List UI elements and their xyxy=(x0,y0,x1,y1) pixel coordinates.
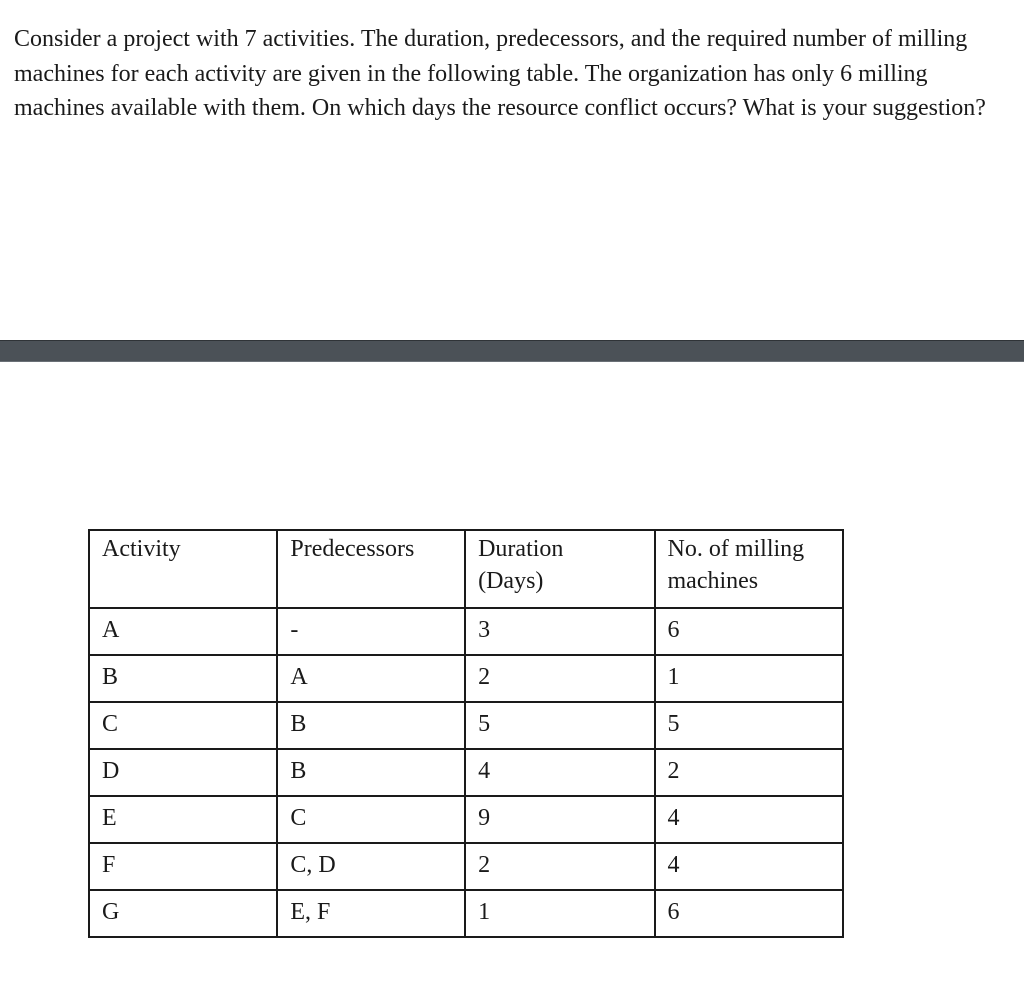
cell-machines: 4 xyxy=(655,843,843,890)
header-machines-line2: machines xyxy=(667,568,759,594)
cell-predecessors: E, F xyxy=(277,890,465,937)
header-machines xyxy=(655,530,843,608)
cell-duration: 3 xyxy=(465,608,654,655)
cell-activity: E xyxy=(89,796,277,843)
activity-table xyxy=(88,529,844,938)
question-text: Consider a project with 7 activities. The duration, predecessors, and the required number of milling machines for each activity are given in the following table. The organization has only 6 milling machines available with them. On which days the resource conflict occurs? What is your suggestion? xyxy=(14,26,986,121)
cell-machines: 2 xyxy=(655,749,843,796)
cell-machines: 6 xyxy=(655,890,843,937)
cell-activity: B xyxy=(89,655,277,702)
cell-predecessors: A xyxy=(277,655,465,702)
cell-predecessors: B xyxy=(277,749,465,796)
cell-duration: 1 xyxy=(465,890,654,937)
header-predecessors: Predecessors xyxy=(277,530,465,608)
divider-bar xyxy=(0,340,1024,362)
table-row xyxy=(89,796,843,843)
cell-activity: G xyxy=(89,890,277,937)
cell-machines: 4 xyxy=(655,796,843,843)
table-row xyxy=(89,843,843,890)
table-header-row xyxy=(89,530,843,608)
cell-activity: F xyxy=(89,843,277,890)
table-row xyxy=(89,608,843,655)
cell-predecessors: B xyxy=(277,702,465,749)
cell-duration: 2 xyxy=(465,655,654,702)
cell-duration: 2 xyxy=(465,843,654,890)
cell-predecessors: - xyxy=(277,608,465,655)
cell-predecessors: C xyxy=(277,796,465,843)
cell-activity: A xyxy=(89,608,277,655)
header-duration-line2: (Days) xyxy=(478,568,544,594)
cell-duration: 9 xyxy=(465,796,654,843)
cell-machines: 1 xyxy=(655,655,843,702)
header-duration xyxy=(465,530,654,608)
header-machines-line1: No. of milling xyxy=(667,536,805,562)
cell-duration: 4 xyxy=(465,749,654,796)
table-row xyxy=(89,702,843,749)
cell-machines: 5 xyxy=(655,702,843,749)
cell-predecessors: C, D xyxy=(277,843,465,890)
cell-activity: D xyxy=(89,749,277,796)
table-row xyxy=(89,890,843,937)
cell-activity: C xyxy=(89,702,277,749)
table-row xyxy=(89,749,843,796)
cell-machines: 6 xyxy=(655,608,843,655)
header-duration-line1: Duration xyxy=(478,536,564,562)
header-activity: Activity xyxy=(89,530,277,608)
table-row xyxy=(89,655,843,702)
cell-duration: 5 xyxy=(465,702,654,749)
